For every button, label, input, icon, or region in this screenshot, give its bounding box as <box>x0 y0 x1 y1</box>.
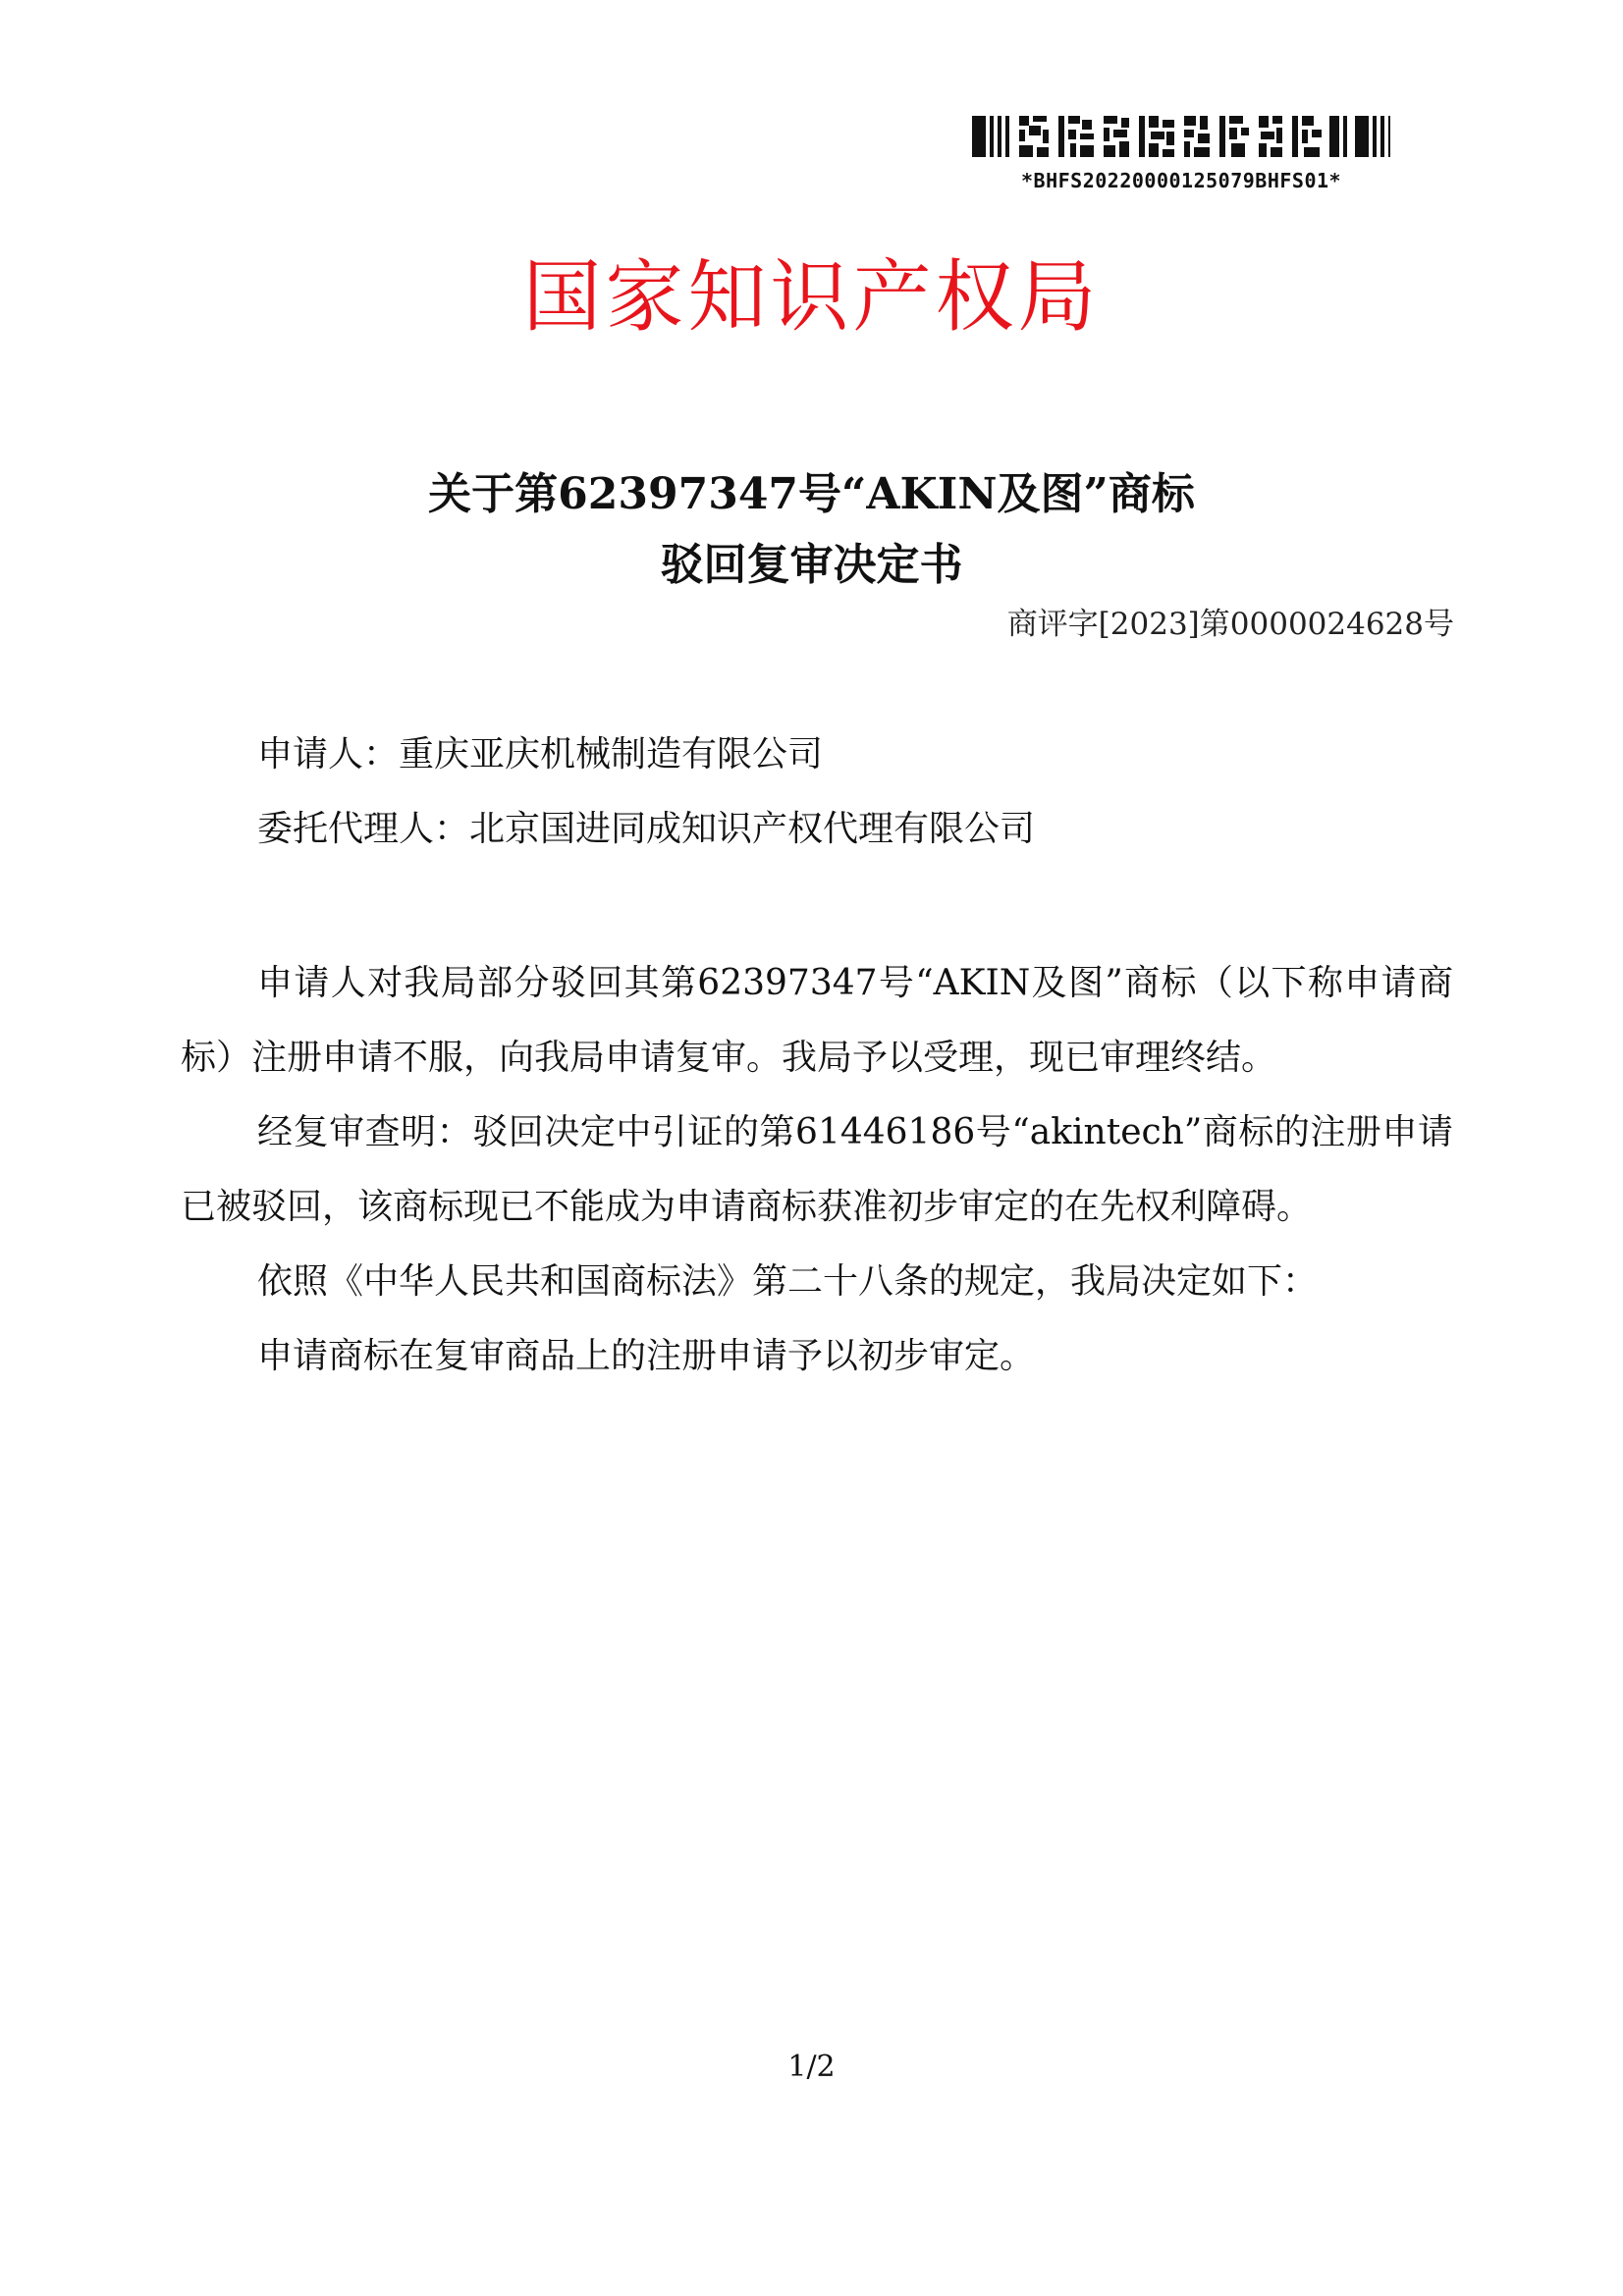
paragraph-legal-basis: 依照《中华人民共和国商标法》第二十八条的规定，我局决定如下： <box>257 1261 1319 1302</box>
barcode-image <box>972 116 1390 165</box>
decision-body <box>181 946 1453 1394</box>
document-number: 商评字[2023]第0000024628号 <box>1006 607 1454 642</box>
barcode-number: *BHFS20220000125079BHFS01* <box>1021 169 1342 192</box>
paragraph-findings: 经复审查明：驳回决定中引证的第61446186号“akintech”商标的注册申请已被驳回，该商标现已不能成为申请商标获准初步审定的在先权利障碍。 <box>181 1112 1453 1227</box>
page-number: 1/2 <box>787 2050 836 2084</box>
office-title: 国家知识产权局 <box>522 251 1101 343</box>
applicant-line: 申请人：重庆亚庆机械制造有限公司 <box>257 734 824 774</box>
agent-line: 委托代理人：北京国进同成知识产权代理有限公司 <box>257 809 1036 849</box>
document-title-line1: 关于第62397347号“AKIN及图”商标 <box>428 469 1195 519</box>
document-title-line2: 驳回复审决定书 <box>660 540 963 590</box>
paragraph-decision: 申请商标在复审商品上的注册申请予以初步审定。 <box>257 1336 1036 1376</box>
paragraph-application: 申请人对我局部分驳回其第62397347号“AKIN及图”商标（以下称申请商标）注册申请不服，向我局申请复审。我局予以受理，现已审理终结。 <box>181 963 1453 1078</box>
